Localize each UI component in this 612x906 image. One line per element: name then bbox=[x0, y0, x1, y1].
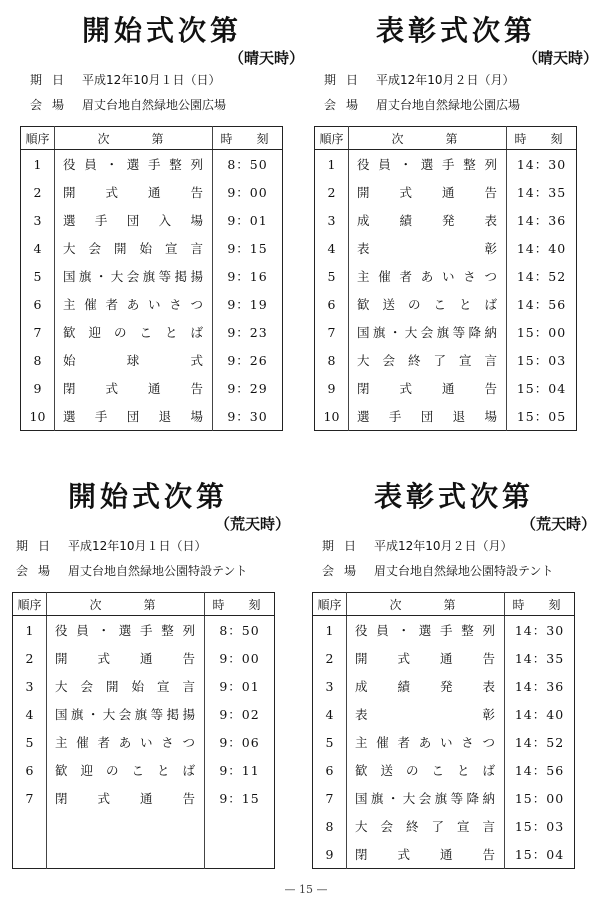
row-number: 2 bbox=[327, 184, 336, 200]
program-item: 国旗・大会旗等掲揚 bbox=[55, 262, 213, 290]
time-value: 8：50 bbox=[213, 150, 283, 179]
schedule-title: 開始式次第 bbox=[67, 480, 228, 513]
table-row bbox=[313, 644, 575, 672]
time-value: 15：05 bbox=[507, 402, 577, 431]
table-row bbox=[21, 150, 283, 179]
program-header: 次 第 bbox=[347, 593, 505, 616]
program-item: 役員・選手整列 bbox=[347, 616, 505, 645]
time-value: 9：01 bbox=[205, 672, 275, 700]
table-row bbox=[21, 346, 283, 374]
venue-label: 会場 bbox=[322, 564, 367, 578]
time-value: 14：56 bbox=[507, 290, 577, 318]
table-row bbox=[313, 616, 575, 645]
row-number: 3 bbox=[25, 678, 34, 694]
time-value: 14：30 bbox=[505, 616, 575, 645]
table-row bbox=[13, 840, 275, 869]
program-header: 次 第 bbox=[55, 127, 213, 150]
time-value: 9：23 bbox=[213, 318, 283, 346]
row-number: 9 bbox=[327, 380, 336, 396]
table-row bbox=[313, 756, 575, 784]
schedule-table bbox=[312, 592, 575, 869]
program-item: 歓迎のことば bbox=[55, 318, 213, 346]
program-item: 閉式通告 bbox=[55, 374, 213, 402]
time-value bbox=[205, 840, 275, 869]
table-row bbox=[313, 700, 575, 728]
time-value: 9：16 bbox=[213, 262, 283, 290]
program-item: 大会開始宣言 bbox=[55, 234, 213, 262]
time-value: 14：35 bbox=[507, 178, 577, 206]
date-line bbox=[6, 534, 290, 559]
program-item: 選手団入場 bbox=[55, 206, 213, 234]
date-line bbox=[312, 534, 596, 559]
table-row bbox=[13, 784, 275, 812]
time-value: 9：15 bbox=[213, 234, 283, 262]
table-row bbox=[313, 784, 575, 812]
venue-value: 眉丈台地自然緑地公園特設テント bbox=[374, 564, 554, 578]
time-value: 14：30 bbox=[507, 150, 577, 179]
program-item: 大会終了宣言 bbox=[349, 346, 507, 374]
program-item bbox=[47, 840, 205, 869]
time-value: 9：11 bbox=[205, 756, 275, 784]
program-item: 役員・選手整列 bbox=[55, 150, 213, 179]
time-header: 時 刻 bbox=[205, 593, 275, 616]
table-row bbox=[313, 728, 575, 756]
row-number: 10 bbox=[323, 408, 340, 424]
table-row bbox=[315, 402, 577, 431]
table-row bbox=[13, 672, 275, 700]
time-value: 14：35 bbox=[505, 644, 575, 672]
row-number: 3 bbox=[33, 212, 42, 228]
time-value: 14：52 bbox=[507, 262, 577, 290]
time-value: 14：56 bbox=[505, 756, 575, 784]
time-value bbox=[205, 812, 275, 840]
table-row bbox=[21, 234, 283, 262]
row-number: 6 bbox=[25, 762, 34, 778]
program-item: 大会開始宣言 bbox=[47, 672, 205, 700]
opening-ceremony-fair-block bbox=[20, 14, 304, 431]
program-item: 開式通告 bbox=[55, 178, 213, 206]
time-value: 9：06 bbox=[205, 728, 275, 756]
table-row bbox=[13, 728, 275, 756]
table-row bbox=[315, 290, 577, 318]
table-row bbox=[21, 318, 283, 346]
row-number: 9 bbox=[325, 846, 334, 862]
time-value: 9：26 bbox=[213, 346, 283, 374]
program-item: 開式通告 bbox=[47, 644, 205, 672]
program-item: 主催者あいさつ bbox=[47, 728, 205, 756]
program-item: 国旗・大会旗等降納 bbox=[347, 784, 505, 812]
row-number: 1 bbox=[327, 156, 336, 172]
program-item: 主催者あいさつ bbox=[55, 290, 213, 318]
row-number: 2 bbox=[33, 184, 42, 200]
date-value: 平成12年10月２日（月） bbox=[376, 73, 515, 87]
row-number: 7 bbox=[325, 790, 334, 806]
table-row bbox=[13, 616, 275, 645]
venue-line bbox=[6, 559, 290, 584]
table-row bbox=[21, 374, 283, 402]
program-item: 国旗・大会旗等掲揚 bbox=[47, 700, 205, 728]
row-number: 5 bbox=[25, 734, 34, 750]
program-item: 主催者あいさつ bbox=[347, 728, 505, 756]
time-value: 9：19 bbox=[213, 290, 283, 318]
table-row bbox=[315, 346, 577, 374]
table-row bbox=[21, 290, 283, 318]
program-item: 成績発表 bbox=[347, 672, 505, 700]
time-value: 14：40 bbox=[505, 700, 575, 728]
table-row bbox=[315, 318, 577, 346]
row-number: 8 bbox=[327, 352, 336, 368]
table-row bbox=[21, 402, 283, 431]
schedule-table bbox=[314, 126, 577, 431]
table-row bbox=[315, 178, 577, 206]
program-item: 表彰 bbox=[349, 234, 507, 262]
program-item: 主催者あいさつ bbox=[349, 262, 507, 290]
date-value: 平成12年10月１日（日） bbox=[68, 539, 207, 553]
row-number: 4 bbox=[33, 240, 42, 256]
time-value: 15：00 bbox=[507, 318, 577, 346]
table-row bbox=[315, 234, 577, 262]
row-number: 9 bbox=[33, 380, 42, 396]
time-value: 9：00 bbox=[213, 178, 283, 206]
program-item: 役員・選手整列 bbox=[47, 616, 205, 645]
program-item bbox=[47, 812, 205, 840]
weather-condition: （晴天時） bbox=[228, 49, 304, 67]
time-value: 15：04 bbox=[505, 840, 575, 869]
venue-line bbox=[312, 559, 596, 584]
table-row bbox=[13, 644, 275, 672]
program-item: 歓送のことば bbox=[349, 290, 507, 318]
table-row bbox=[13, 700, 275, 728]
row-number: 3 bbox=[327, 212, 336, 228]
order-header: 順序 bbox=[13, 593, 47, 616]
schedule-title: 表彰式次第 bbox=[373, 480, 534, 513]
program-item: 閉式通告 bbox=[349, 374, 507, 402]
weather-condition: （荒天時） bbox=[520, 515, 596, 533]
venue-line bbox=[20, 93, 304, 118]
table-row bbox=[21, 178, 283, 206]
time-header: 時 刻 bbox=[505, 593, 575, 616]
date-label: 期日 bbox=[324, 73, 369, 87]
table-row bbox=[315, 206, 577, 234]
time-value: 14：36 bbox=[507, 206, 577, 234]
table-row bbox=[315, 374, 577, 402]
time-header: 時 刻 bbox=[507, 127, 577, 150]
table-row bbox=[315, 150, 577, 179]
row-number: 10 bbox=[29, 408, 46, 424]
date-label: 期日 bbox=[322, 539, 367, 553]
program-header: 次 第 bbox=[47, 593, 205, 616]
award-ceremony-rain-block bbox=[312, 480, 596, 869]
program-item: 歓迎のことば bbox=[47, 756, 205, 784]
row-number: 4 bbox=[25, 706, 34, 722]
table-header-row bbox=[21, 127, 283, 150]
row-number: 7 bbox=[327, 324, 336, 340]
time-value: 9：30 bbox=[213, 402, 283, 431]
time-value: 14：36 bbox=[505, 672, 575, 700]
date-value: 平成12年10月１日（日） bbox=[82, 73, 221, 87]
order-header: 順序 bbox=[313, 593, 347, 616]
time-value: 14：52 bbox=[505, 728, 575, 756]
row-number: 5 bbox=[325, 734, 334, 750]
venue-label: 会場 bbox=[30, 98, 75, 112]
program-item: 役員・選手整列 bbox=[349, 150, 507, 179]
program-item: 大会終了宣言 bbox=[347, 812, 505, 840]
row-number: 8 bbox=[325, 818, 334, 834]
schedule-table bbox=[12, 592, 275, 869]
date-value: 平成12年10月２日（月） bbox=[374, 539, 513, 553]
program-header: 次 第 bbox=[349, 127, 507, 150]
program-item: 歓送のことば bbox=[347, 756, 505, 784]
table-row bbox=[315, 262, 577, 290]
row-number: 6 bbox=[325, 762, 334, 778]
table-row bbox=[313, 812, 575, 840]
row-number: 8 bbox=[33, 352, 42, 368]
row-number: 4 bbox=[327, 240, 336, 256]
program-item: 閉式通告 bbox=[347, 840, 505, 869]
row-number: 2 bbox=[325, 650, 334, 666]
row-number: 7 bbox=[25, 790, 34, 806]
table-row bbox=[313, 672, 575, 700]
date-label: 期日 bbox=[16, 539, 61, 553]
program-item: 国旗・大会旗等降納 bbox=[349, 318, 507, 346]
time-value: 15：04 bbox=[507, 374, 577, 402]
weather-condition: （荒天時） bbox=[214, 515, 290, 533]
table-row bbox=[13, 812, 275, 840]
program-item: 成績発表 bbox=[349, 206, 507, 234]
program-item: 表彰 bbox=[347, 700, 505, 728]
table-row bbox=[13, 756, 275, 784]
time-value: 9：29 bbox=[213, 374, 283, 402]
row-number: 4 bbox=[325, 706, 334, 722]
date-line bbox=[314, 68, 598, 93]
program-item: 開式通告 bbox=[347, 644, 505, 672]
row-number: 3 bbox=[325, 678, 334, 694]
row-number: 7 bbox=[33, 324, 42, 340]
row-number: 1 bbox=[33, 156, 42, 172]
order-header: 順序 bbox=[21, 127, 55, 150]
time-value: 14：40 bbox=[507, 234, 577, 262]
time-value: 9：00 bbox=[205, 644, 275, 672]
time-header: 時 刻 bbox=[213, 127, 283, 150]
weather-condition: （晴天時） bbox=[522, 49, 598, 67]
table-row bbox=[21, 262, 283, 290]
row-number: 1 bbox=[325, 622, 334, 638]
row-number bbox=[13, 812, 47, 840]
row-number: 1 bbox=[25, 622, 34, 638]
venue-value: 眉丈台地自然緑地公園広場 bbox=[376, 98, 521, 112]
venue-value: 眉丈台地自然緑地公園広場 bbox=[82, 98, 227, 112]
table-row bbox=[21, 206, 283, 234]
row-number: 2 bbox=[25, 650, 34, 666]
row-number: 6 bbox=[327, 296, 336, 312]
row-number: 5 bbox=[327, 268, 336, 284]
venue-line bbox=[314, 93, 598, 118]
schedule-title: 開始式次第 bbox=[81, 14, 242, 47]
opening-ceremony-rain-block bbox=[6, 480, 290, 869]
program-item: 選手団退場 bbox=[55, 402, 213, 431]
program-item: 選手団退場 bbox=[349, 402, 507, 431]
venue-label: 会場 bbox=[324, 98, 369, 112]
time-value: 15：00 bbox=[505, 784, 575, 812]
venue-label: 会場 bbox=[16, 564, 61, 578]
time-value: 9：01 bbox=[213, 206, 283, 234]
table-row bbox=[313, 840, 575, 869]
schedule-table bbox=[20, 126, 283, 431]
time-value: 15：03 bbox=[507, 346, 577, 374]
venue-value: 眉丈台地自然緑地公園特設テント bbox=[68, 564, 248, 578]
table-header-row bbox=[313, 593, 575, 616]
time-value: 8：50 bbox=[205, 616, 275, 645]
award-ceremony-fair-block bbox=[314, 14, 598, 431]
row-number bbox=[13, 840, 47, 869]
time-value: 9：15 bbox=[205, 784, 275, 812]
order-header: 順序 bbox=[315, 127, 349, 150]
row-number: 6 bbox=[33, 296, 42, 312]
date-line bbox=[20, 68, 304, 93]
time-value: 15：03 bbox=[505, 812, 575, 840]
table-header-row bbox=[315, 127, 577, 150]
program-item: 始球式 bbox=[55, 346, 213, 374]
program-item: 閉式通告 bbox=[47, 784, 205, 812]
program-item: 開式通告 bbox=[349, 178, 507, 206]
schedule-title: 表彰式次第 bbox=[375, 14, 536, 47]
row-number: 5 bbox=[33, 268, 42, 284]
table-header-row bbox=[13, 593, 275, 616]
time-value: 9：02 bbox=[205, 700, 275, 728]
date-label: 期日 bbox=[30, 73, 75, 87]
page-number: — 15 — bbox=[284, 883, 328, 896]
